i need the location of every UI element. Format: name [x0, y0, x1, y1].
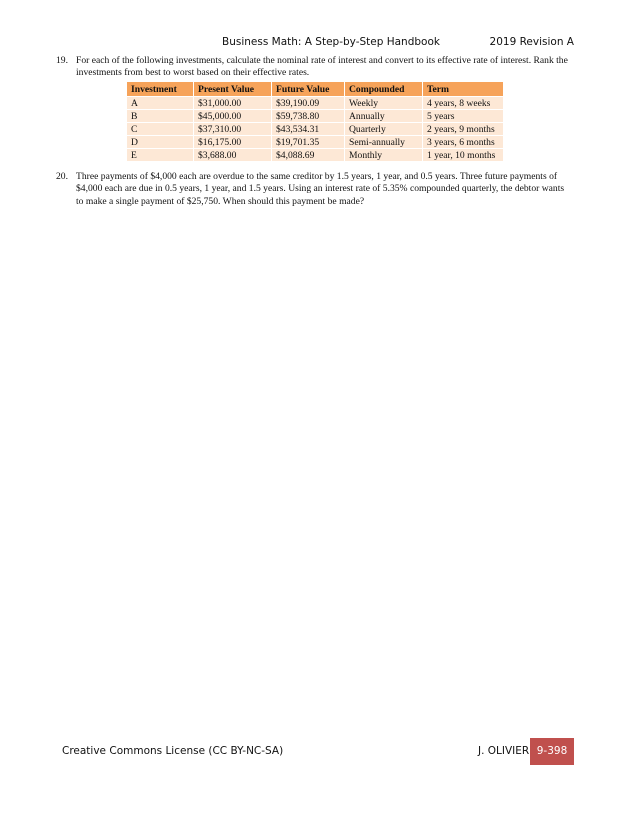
header-future-value: Future Value — [272, 82, 345, 97]
table-header-row — [127, 82, 504, 97]
cell-future-value: $19,701.35 — [272, 136, 345, 149]
cell-compounded: Semi-annually — [345, 136, 423, 149]
page-number-badge: 9-398 — [530, 738, 574, 765]
investments-table — [126, 81, 504, 162]
cell-term: 4 years, 8 weeks — [423, 97, 504, 110]
table-row — [127, 123, 504, 136]
revision-label: 2019 Revision A — [489, 36, 574, 48]
page-header — [0, 36, 630, 52]
cell-compounded: Monthly — [345, 149, 423, 162]
cell-present-value: $16,175.00 — [194, 136, 272, 149]
cell-present-value: $37,310.00 — [194, 123, 272, 136]
cell-term: 1 year, 10 months — [423, 149, 504, 162]
problem-19 — [56, 55, 571, 80]
cell-term: 5 years — [423, 110, 504, 123]
cell-investment: C — [127, 123, 194, 136]
cell-compounded: Annually — [345, 110, 423, 123]
license-text: Creative Commons License (CC BY-NC-SA) — [62, 745, 284, 757]
table-row — [127, 136, 504, 149]
problem-text: For each of the following investments, calculate the nominal rate of interest and convert to its effective rate of interest. Rank the investments from best to worst based on their effective rates. — [76, 55, 568, 79]
cell-future-value: $59,738.80 — [272, 110, 345, 123]
problem-20 — [56, 171, 571, 208]
cell-investment: B — [127, 110, 194, 123]
table-row — [127, 97, 504, 110]
author-name: J. OLIVIER — [478, 745, 530, 757]
cell-future-value: $39,190.09 — [272, 97, 345, 110]
header-compounded: Compounded — [345, 82, 423, 97]
problem-text: Three payments of $4,000 each are overdue to the same creditor by 1.5 years, 1 year, and 0.5 years. Three future payments of $4,000 each are due in 0.5 years, 1 year, and 1.5 years. Using an interest rate of 5.35% compounded quarterly, the debtor wants to make a single payment of $25,750. When should this payment be made? — [76, 171, 565, 207]
cell-compounded: Weekly — [345, 97, 423, 110]
cell-present-value: $31,000.00 — [194, 97, 272, 110]
cell-investment: A — [127, 97, 194, 110]
cell-term: 3 years, 6 months — [423, 136, 504, 149]
problem-number: 20. — [56, 171, 68, 182]
cell-future-value: $43,534.31 — [272, 123, 345, 136]
cell-future-value: $4,088.69 — [272, 149, 345, 162]
book-title: Business Math: A Step-by-Step Handbook — [222, 36, 440, 48]
header-term: Term — [423, 82, 504, 97]
cell-investment: D — [127, 136, 194, 149]
problem-number: 19. — [56, 55, 68, 66]
cell-present-value: $45,000.00 — [194, 110, 272, 123]
header-present-value: Present Value — [194, 82, 272, 97]
table-row — [127, 110, 504, 123]
table-row — [127, 149, 504, 162]
page-footer — [0, 738, 630, 766]
cell-term: 2 years, 9 months — [423, 123, 504, 136]
header-investment: Investment — [127, 82, 194, 97]
cell-present-value: $3,688.00 — [194, 149, 272, 162]
cell-investment: E — [127, 149, 194, 162]
cell-compounded: Quarterly — [345, 123, 423, 136]
